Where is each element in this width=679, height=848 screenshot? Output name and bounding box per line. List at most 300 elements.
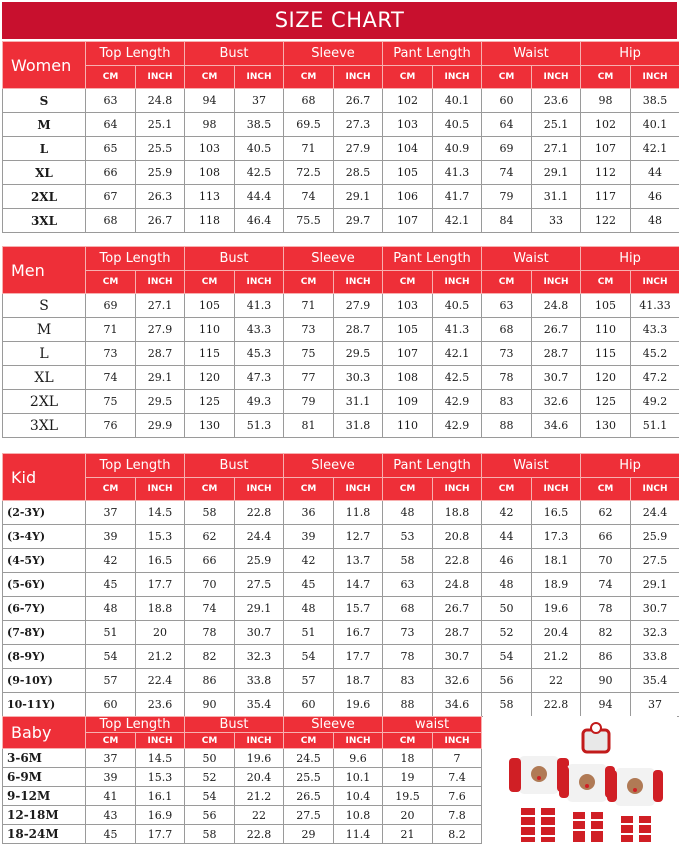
measurement-cell: 54 xyxy=(185,787,235,806)
measurement-cell: 68 xyxy=(383,597,433,621)
measurement-cell: 27.5 xyxy=(235,573,284,597)
measurement-cell: 45.3 xyxy=(235,342,284,366)
measurement-cell: 52 xyxy=(482,621,532,645)
measurement-cell: 29.1 xyxy=(334,185,383,209)
measurement-cell: 98 xyxy=(581,89,631,113)
size-label: (2-3Y) xyxy=(3,501,86,525)
unit-cm-label: CM xyxy=(185,733,235,749)
measurement-cell: 47.2 xyxy=(631,366,679,390)
measurement-cell: 107 xyxy=(581,137,631,161)
men-group-header: Pant Length xyxy=(383,247,482,271)
table-row xyxy=(3,501,679,525)
measurement-cell: 120 xyxy=(185,366,235,390)
measurement-cell: 71 xyxy=(284,137,334,161)
unit-cm-label: CM xyxy=(86,66,136,89)
measurement-cell: 29.1 xyxy=(136,366,185,390)
measurement-cell: 52 xyxy=(185,768,235,787)
measurement-cell: 67 xyxy=(86,185,136,209)
pajama-set-illustration xyxy=(509,723,663,842)
measurement-cell: 122 xyxy=(581,209,631,233)
unit-inch-label: INCH xyxy=(235,66,284,89)
measurement-cell: 32.6 xyxy=(532,390,581,414)
measurement-cell: 108 xyxy=(383,366,433,390)
measurement-cell: 40.1 xyxy=(631,113,679,137)
measurement-cell: 20 xyxy=(136,621,185,645)
measurement-cell: 42 xyxy=(482,501,532,525)
unit-cm-label: CM xyxy=(482,271,532,294)
table-row xyxy=(3,366,679,390)
measurement-cell: 82 xyxy=(185,645,235,669)
measurement-cell: 70 xyxy=(185,573,235,597)
measurement-cell: 64 xyxy=(86,113,136,137)
measurement-cell: 77 xyxy=(284,366,334,390)
unit-cm-label: CM xyxy=(383,271,433,294)
table-row xyxy=(3,549,679,573)
measurement-cell: 28.7 xyxy=(136,342,185,366)
measurement-cell: 48 xyxy=(631,209,679,233)
family-pajamas-photo xyxy=(483,716,677,844)
measurement-cell: 39 xyxy=(284,525,334,549)
women-group-header-row xyxy=(3,42,679,66)
measurement-cell: 42.5 xyxy=(433,366,482,390)
women-size-table xyxy=(2,41,679,233)
measurement-cell: 9.6 xyxy=(334,749,383,768)
measurement-cell: 51 xyxy=(86,621,136,645)
measurement-cell: 28.7 xyxy=(334,318,383,342)
measurement-cell: 10.4 xyxy=(334,787,383,806)
measurement-cell: 20.4 xyxy=(235,768,284,787)
measurement-cell: 18.1 xyxy=(532,549,581,573)
measurement-cell: 72.5 xyxy=(284,161,334,185)
measurement-cell: 26.5 xyxy=(284,787,334,806)
measurement-cell: 74 xyxy=(482,161,532,185)
measurement-cell: 18.7 xyxy=(334,669,383,693)
women-unit-header-row xyxy=(3,66,679,89)
baby-group-header-row xyxy=(3,717,482,733)
measurement-cell: 75 xyxy=(284,342,334,366)
unit-inch-label: INCH xyxy=(433,271,482,294)
measurement-cell: 74 xyxy=(185,597,235,621)
measurement-cell: 46 xyxy=(482,549,532,573)
table-row xyxy=(3,621,679,645)
measurement-cell: 39 xyxy=(86,525,136,549)
measurement-cell: 105 xyxy=(185,294,235,318)
measurement-cell: 58 xyxy=(185,501,235,525)
size-label: (8-9Y) xyxy=(3,645,86,669)
unit-inch-label: INCH xyxy=(136,733,185,749)
measurement-cell: 17.7 xyxy=(136,825,185,844)
measurement-cell: 51.3 xyxy=(235,414,284,438)
size-label: (6-7Y) xyxy=(3,597,86,621)
measurement-cell: 125 xyxy=(185,390,235,414)
measurement-cell: 29.1 xyxy=(631,573,679,597)
measurement-cell: 78 xyxy=(185,621,235,645)
measurement-cell: 73 xyxy=(284,318,334,342)
measurement-cell: 15.3 xyxy=(136,525,185,549)
measurement-cell: 24.5 xyxy=(284,749,334,768)
unit-cm-label: CM xyxy=(185,478,235,501)
unit-cm-label: CM xyxy=(86,733,136,749)
measurement-cell: 19.6 xyxy=(235,749,284,768)
unit-inch-label: INCH xyxy=(334,478,383,501)
men-group-header: Bust xyxy=(185,247,284,271)
measurement-cell: 78 xyxy=(383,645,433,669)
measurement-cell: 23.6 xyxy=(136,693,185,717)
size-label: 2XL xyxy=(3,185,86,209)
measurement-cell: 69.5 xyxy=(284,113,334,137)
measurement-cell: 56 xyxy=(482,669,532,693)
kid-group-header: Bust xyxy=(185,454,284,478)
measurement-cell: 37 xyxy=(86,501,136,525)
measurement-cell: 74 xyxy=(86,366,136,390)
measurement-cell: 63 xyxy=(482,294,532,318)
measurement-cell: 73 xyxy=(86,342,136,366)
measurement-cell: 20.8 xyxy=(433,525,482,549)
measurement-cell: 45 xyxy=(284,573,334,597)
unit-inch-label: INCH xyxy=(433,733,482,749)
unit-cm-label: CM xyxy=(284,733,334,749)
measurement-cell: 105 xyxy=(383,318,433,342)
measurement-cell: 41.33 xyxy=(631,294,679,318)
measurement-cell: 19.5 xyxy=(383,787,433,806)
size-label: (4-5Y) xyxy=(3,549,86,573)
measurement-cell: 42.9 xyxy=(433,390,482,414)
size-label: 3XL xyxy=(3,414,86,438)
measurement-cell: 57 xyxy=(284,669,334,693)
measurement-cell: 86 xyxy=(185,669,235,693)
measurement-cell: 75.5 xyxy=(284,209,334,233)
kid-group-header: Waist xyxy=(482,454,581,478)
measurement-cell: 106 xyxy=(383,185,433,209)
measurement-cell: 90 xyxy=(185,693,235,717)
measurement-cell: 53 xyxy=(383,525,433,549)
measurement-cell: 29.7 xyxy=(334,209,383,233)
measurement-cell: 115 xyxy=(581,342,631,366)
measurement-cell: 40.5 xyxy=(433,294,482,318)
measurement-cell: 44.4 xyxy=(235,185,284,209)
measurement-cell: 107 xyxy=(383,342,433,366)
measurement-cell: 30.7 xyxy=(532,366,581,390)
measurement-cell: 26.7 xyxy=(136,209,185,233)
measurement-cell: 24.4 xyxy=(235,525,284,549)
table-row xyxy=(3,113,679,137)
measurement-cell: 40.5 xyxy=(235,137,284,161)
measurement-cell: 14.7 xyxy=(334,573,383,597)
measurement-cell: 24.8 xyxy=(532,294,581,318)
unit-cm-label: CM xyxy=(581,478,631,501)
measurement-cell: 84 xyxy=(482,209,532,233)
men-group-header-row xyxy=(3,247,679,271)
measurement-cell: 11.8 xyxy=(334,501,383,525)
measurement-cell: 109 xyxy=(383,390,433,414)
measurement-cell: 90 xyxy=(581,669,631,693)
measurement-cell: 16.5 xyxy=(136,549,185,573)
measurement-cell: 32.6 xyxy=(433,669,482,693)
measurement-cell: 24.8 xyxy=(136,89,185,113)
measurement-cell: 22.8 xyxy=(532,693,581,717)
table-row xyxy=(3,825,482,844)
measurement-cell: 38.5 xyxy=(235,113,284,137)
unit-cm-label: CM xyxy=(284,478,334,501)
measurement-cell: 60 xyxy=(284,693,334,717)
unit-inch-label: INCH xyxy=(235,478,284,501)
size-label: (5-6Y) xyxy=(3,573,86,597)
measurement-cell: 60 xyxy=(86,693,136,717)
measurement-cell: 25.9 xyxy=(136,161,185,185)
measurement-cell: 49.2 xyxy=(631,390,679,414)
measurement-cell: 15.7 xyxy=(334,597,383,621)
baby-category-label: Baby xyxy=(3,717,86,749)
measurement-cell: 43.3 xyxy=(235,318,284,342)
women-group-header: Bust xyxy=(185,42,284,66)
measurement-cell: 33 xyxy=(532,209,581,233)
baby-group-header: Bust xyxy=(185,717,284,733)
measurement-cell: 56 xyxy=(185,806,235,825)
measurement-cell: 58 xyxy=(185,825,235,844)
measurement-cell: 20.4 xyxy=(532,621,581,645)
table-row xyxy=(3,787,482,806)
measurement-cell: 60 xyxy=(482,89,532,113)
table-row xyxy=(3,768,482,787)
measurement-cell: 25.5 xyxy=(136,137,185,161)
unit-inch-label: INCH xyxy=(631,478,679,501)
measurement-cell: 103 xyxy=(383,113,433,137)
table-row xyxy=(3,209,679,233)
measurement-cell: 45.2 xyxy=(631,342,679,366)
measurement-cell: 46 xyxy=(631,185,679,209)
measurement-cell: 130 xyxy=(185,414,235,438)
measurement-cell: 35.4 xyxy=(235,693,284,717)
size-label: 18-24M xyxy=(3,825,86,844)
kid-group-header: Sleeve xyxy=(284,454,383,478)
measurement-cell: 57 xyxy=(86,669,136,693)
measurement-cell: 130 xyxy=(581,414,631,438)
unit-inch-label: INCH xyxy=(136,271,185,294)
women-group-header: Sleeve xyxy=(284,42,383,66)
measurement-cell: 74 xyxy=(284,185,334,209)
measurement-cell: 22.8 xyxy=(235,501,284,525)
measurement-cell: 63 xyxy=(383,573,433,597)
unit-cm-label: CM xyxy=(482,66,532,89)
unit-inch-label: INCH xyxy=(433,478,482,501)
unit-inch-label: INCH xyxy=(235,271,284,294)
measurement-cell: 18.8 xyxy=(433,501,482,525)
measurement-cell: 19 xyxy=(383,768,433,787)
measurement-cell: 31.1 xyxy=(532,185,581,209)
women-group-header: Hip xyxy=(581,42,679,66)
measurement-cell: 63 xyxy=(86,89,136,113)
unit-cm-label: CM xyxy=(86,478,136,501)
measurement-cell: 40.5 xyxy=(433,113,482,137)
measurement-cell: 54 xyxy=(86,645,136,669)
size-label: 3-6M xyxy=(3,749,86,768)
measurement-cell: 113 xyxy=(185,185,235,209)
women-group-header: Waist xyxy=(482,42,581,66)
unit-inch-label: INCH xyxy=(631,271,679,294)
measurement-cell: 40.1 xyxy=(433,89,482,113)
measurement-cell: 66 xyxy=(185,549,235,573)
unit-inch-label: INCH xyxy=(532,66,581,89)
measurement-cell: 33.8 xyxy=(235,669,284,693)
measurement-cell: 62 xyxy=(581,501,631,525)
measurement-cell: 105 xyxy=(383,161,433,185)
kid-group-header: Top Length xyxy=(86,454,185,478)
unit-inch-label: INCH xyxy=(631,66,679,89)
unit-cm-label: CM xyxy=(383,66,433,89)
measurement-cell: 64 xyxy=(482,113,532,137)
measurement-cell: 15.3 xyxy=(136,768,185,787)
unit-inch-label: INCH xyxy=(532,478,581,501)
table-row xyxy=(3,693,679,717)
women-group-header: Pant Length xyxy=(383,42,482,66)
measurement-cell: 32.3 xyxy=(631,621,679,645)
table-row xyxy=(3,645,679,669)
measurement-cell: 13.7 xyxy=(334,549,383,573)
measurement-cell: 30.7 xyxy=(631,597,679,621)
measurement-cell: 19.6 xyxy=(532,597,581,621)
measurement-cell: 33.8 xyxy=(631,645,679,669)
table-row xyxy=(3,573,679,597)
measurement-cell: 79 xyxy=(284,390,334,414)
measurement-cell: 29.1 xyxy=(532,161,581,185)
measurement-cell: 118 xyxy=(185,209,235,233)
measurement-cell: 30.7 xyxy=(433,645,482,669)
kid-group-header: Hip xyxy=(581,454,679,478)
measurement-cell: 83 xyxy=(482,390,532,414)
measurement-cell: 42.1 xyxy=(631,137,679,161)
measurement-cell: 27.1 xyxy=(532,137,581,161)
size-label: 2XL xyxy=(3,390,86,414)
measurement-cell: 10.8 xyxy=(334,806,383,825)
measurement-cell: 25.5 xyxy=(284,768,334,787)
measurement-cell: 62 xyxy=(185,525,235,549)
measurement-cell: 35.4 xyxy=(631,669,679,693)
baby-size-table xyxy=(2,716,482,844)
measurement-cell: 14.5 xyxy=(136,749,185,768)
unit-cm-label: CM xyxy=(185,66,235,89)
men-group-header: Hip xyxy=(581,247,679,271)
measurement-cell: 112 xyxy=(581,161,631,185)
measurement-cell: 69 xyxy=(86,294,136,318)
measurement-cell: 43.3 xyxy=(631,318,679,342)
measurement-cell: 37 xyxy=(86,749,136,768)
unit-cm-label: CM xyxy=(185,271,235,294)
measurement-cell: 18.8 xyxy=(136,597,185,621)
measurement-cell: 94 xyxy=(581,693,631,717)
men-group-header: Waist xyxy=(482,247,581,271)
measurement-cell: 102 xyxy=(383,89,433,113)
measurement-cell: 46.4 xyxy=(235,209,284,233)
measurement-cell: 7.4 xyxy=(433,768,482,787)
measurement-cell: 27.3 xyxy=(334,113,383,137)
measurement-cell: 42.9 xyxy=(433,414,482,438)
table-row xyxy=(3,185,679,209)
measurement-cell: 108 xyxy=(185,161,235,185)
measurement-cell: 76 xyxy=(86,414,136,438)
measurement-cell: 83 xyxy=(383,669,433,693)
size-label: 3XL xyxy=(3,209,86,233)
measurement-cell: 45 xyxy=(86,573,136,597)
measurement-cell: 42.5 xyxy=(235,161,284,185)
table-row xyxy=(3,669,679,693)
measurement-cell: 29.5 xyxy=(136,390,185,414)
measurement-cell: 41.7 xyxy=(433,185,482,209)
unit-inch-label: INCH xyxy=(235,733,284,749)
measurement-cell: 69 xyxy=(482,137,532,161)
unit-cm-label: CM xyxy=(284,271,334,294)
measurement-cell: 43 xyxy=(86,806,136,825)
table-row xyxy=(3,318,679,342)
measurement-cell: 94 xyxy=(185,89,235,113)
measurement-cell: 50 xyxy=(482,597,532,621)
kid-unit-header-row xyxy=(3,478,679,501)
measurement-cell: 54 xyxy=(284,645,334,669)
measurement-cell: 79 xyxy=(482,185,532,209)
unit-inch-label: INCH xyxy=(334,271,383,294)
measurement-cell: 44 xyxy=(631,161,679,185)
men-unit-header-row xyxy=(3,271,679,294)
measurement-cell: 120 xyxy=(581,366,631,390)
measurement-cell: 44 xyxy=(482,525,532,549)
table-row xyxy=(3,525,679,549)
measurement-cell: 27.1 xyxy=(136,294,185,318)
measurement-cell: 30.7 xyxy=(235,621,284,645)
measurement-cell: 78 xyxy=(581,597,631,621)
measurement-cell: 22.8 xyxy=(235,825,284,844)
measurement-cell: 30.3 xyxy=(334,366,383,390)
size-label: (9-10Y) xyxy=(3,669,86,693)
measurement-cell: 26.7 xyxy=(334,89,383,113)
measurement-cell: 110 xyxy=(581,318,631,342)
measurement-cell: 16.1 xyxy=(136,787,185,806)
size-label: (7-8Y) xyxy=(3,621,86,645)
measurement-cell: 24.8 xyxy=(433,573,482,597)
table-row xyxy=(3,294,679,318)
measurement-cell: 42 xyxy=(284,549,334,573)
measurement-cell: 103 xyxy=(383,294,433,318)
measurement-cell: 41 xyxy=(86,787,136,806)
measurement-cell: 68 xyxy=(86,209,136,233)
measurement-cell: 86 xyxy=(581,645,631,669)
measurement-cell: 71 xyxy=(86,318,136,342)
measurement-cell: 51 xyxy=(284,621,334,645)
measurement-cell: 21.2 xyxy=(136,645,185,669)
table-row xyxy=(3,749,482,768)
measurement-cell: 37 xyxy=(631,693,679,717)
measurement-cell: 27.9 xyxy=(136,318,185,342)
measurement-cell: 17.7 xyxy=(334,645,383,669)
size-label: S xyxy=(3,89,86,113)
measurement-cell: 107 xyxy=(383,209,433,233)
unit-inch-label: INCH xyxy=(136,66,185,89)
measurement-cell: 22.4 xyxy=(136,669,185,693)
measurement-cell: 81 xyxy=(284,414,334,438)
measurement-cell: 82 xyxy=(581,621,631,645)
measurement-cell: 27.5 xyxy=(631,549,679,573)
measurement-cell: 32.3 xyxy=(235,645,284,669)
measurement-cell: 22.8 xyxy=(433,549,482,573)
measurement-cell: 71 xyxy=(284,294,334,318)
measurement-cell: 17.7 xyxy=(136,573,185,597)
men-group-header: Top Length xyxy=(86,247,185,271)
measurement-cell: 104 xyxy=(383,137,433,161)
size-label: XL xyxy=(3,161,86,185)
table-row xyxy=(3,806,482,825)
measurement-cell: 68 xyxy=(482,318,532,342)
baby-group-header: waist xyxy=(383,717,482,733)
measurement-cell: 54 xyxy=(482,645,532,669)
table-row xyxy=(3,390,679,414)
